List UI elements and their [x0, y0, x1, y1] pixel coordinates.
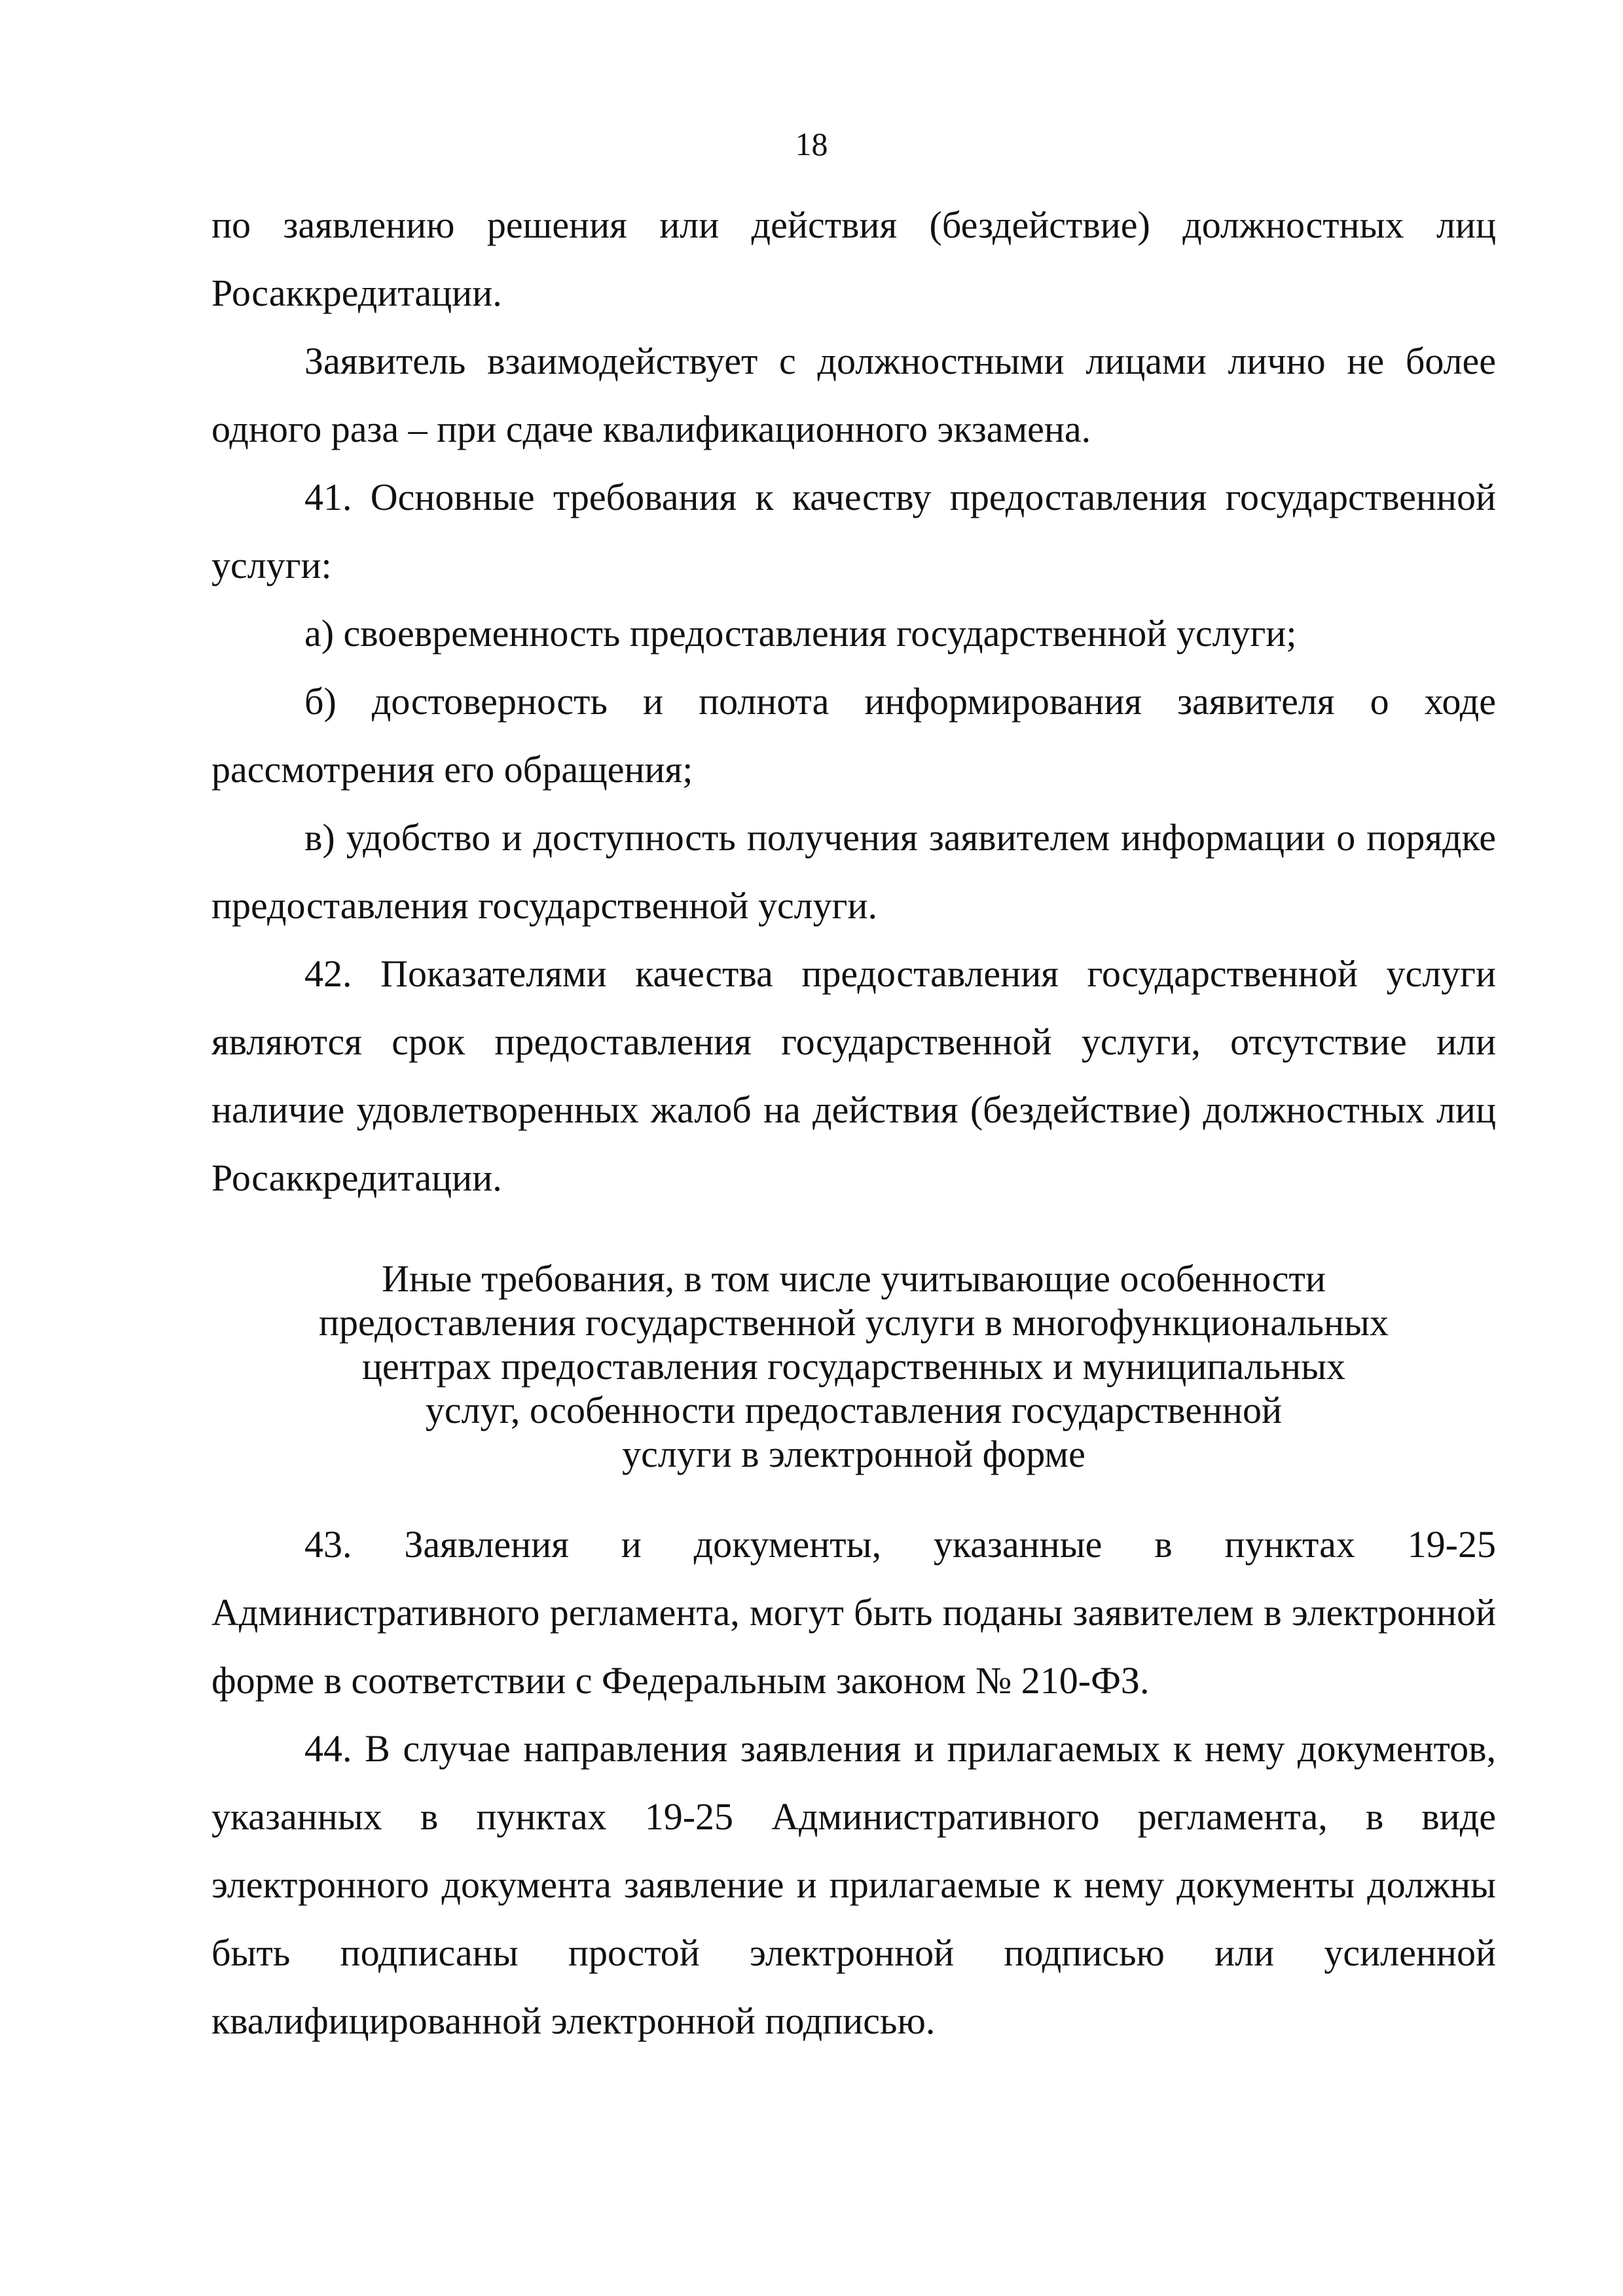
paragraph: Заявитель взаимодействует с должностными лицами лично не более одного раза – при сдаче квалификационного экзамена.: [211, 340, 1496, 450]
body-text-top: [211, 191, 1496, 1212]
paragraph: 44. В случае направления заявления и прилагаемых к нему документов, указанных в пунктах 19-25 Административного регламента, в виде электронного документа заявление и прилагаемые к нему документы должны быть подписаны простой электронной подписью или усиленной квалифицированной электронной подписью.: [211, 1727, 1496, 2042]
paragraph: а) своевременность предоставления государственной услуги;: [304, 612, 1297, 655]
paragraph: в) удобство и доступность получения заявителем информации о порядке предоставления государственной услуги.: [211, 816, 1496, 927]
paragraph: 42. Показателями качества предоставления государственной услуги являются срок предоставления государственной услуги, отсутствие или наличие удовлетворенных жалоб на действия (бездействие) должностных лиц Росаккредитации.: [211, 952, 1496, 1199]
heading-line: предоставления государственной услуги в многофункциональных: [318, 1301, 1389, 1344]
paragraph: 41. Основные требования к качеству предоставления государственной услуги:: [211, 476, 1496, 586]
heading-line: услуг, особенности предоставления государственной: [425, 1389, 1283, 1431]
heading-line: центрах предоставления государственных и муниципальных: [361, 1345, 1346, 1388]
paragraph: по заявлению решения или действия (бездействие) должностных лиц Росаккредитации.: [211, 204, 1496, 314]
heading-line: Иные требования, в том числе учитывающие особенности: [382, 1257, 1326, 1300]
heading-line: услуги в электронной форме: [622, 1433, 1085, 1475]
page-number: 18: [795, 126, 828, 162]
paragraph: 43. Заявления и документы, указанные в пунктах 19-25 Административного регламента, могут быть поданы заявителем в электронной форме в соответствии с Федеральным законом № 210-ФЗ.: [211, 1523, 1496, 1702]
section-heading: [211, 1257, 1496, 1476]
paragraph: б) достоверность и полнота информирования заявителя о ходе рассмотрения его обращения;: [211, 680, 1496, 791]
body-text-bottom: [211, 1511, 1496, 2055]
